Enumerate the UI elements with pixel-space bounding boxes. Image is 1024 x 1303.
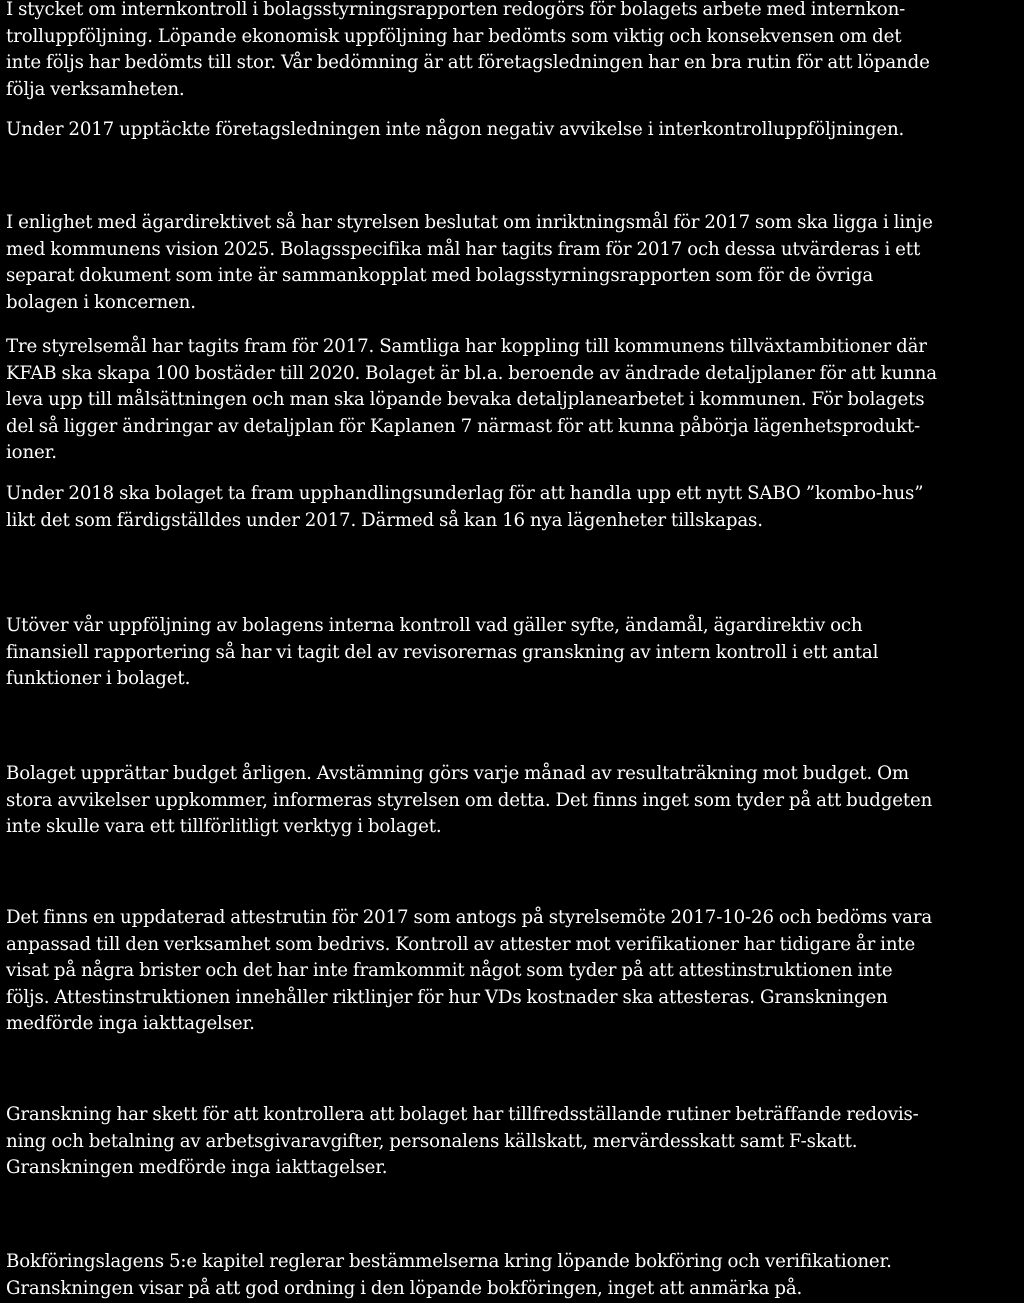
text-line: leva upp till målsättningen och man ska löpande bevaka detaljplanearbetet i kommunen. För bolagets: [6, 389, 925, 410]
paragraph-budget: [6, 761, 1022, 841]
text-line: Granskningen visar på att god ordning i den löpande bokföringen, inget att anmärka på.: [6, 1277, 803, 1299]
text-line: Granskning har skett för att kontrollera att bolaget har tillfredsställande rutiner beträffande redovis-: [6, 1104, 919, 1125]
paragraph-attestation-routine: [6, 905, 1022, 1038]
text-line: inte skulle vara ett tillförlitligt verktyg i bolaget.: [6, 816, 442, 837]
paragraph-bookkeeping: [6, 1249, 1022, 1302]
text-line: funktioner i bolaget.: [6, 668, 191, 689]
text-line: ning och betalning av arbetsgivaravgifter, personalens källskatt, mervärdesskatt samt F-skatt.: [6, 1130, 858, 1152]
text-line: KFAB ska skapa 100 bostäder till 2020. Bolaget är bl.a. beroende av ändrade detaljplaner för att kunna: [6, 362, 937, 384]
text-line: trolluppföljning. Löpande ekonomisk uppföljning har bedömts som viktig och konsekvensen om det: [6, 25, 902, 47]
text-line: Under 2017 upptäckte företagsledningen inte någon negativ avvikelse i interkontrolluppföljningen.: [6, 119, 905, 140]
paragraph-procurement-2018: [6, 481, 1022, 534]
text-line: medförde inga iakttagelser.: [6, 1013, 255, 1034]
text-line: Bolaget upprättar budget årligen. Avstämning görs varje månad av resultaträkning mot budget. Om: [6, 763, 910, 784]
text-line: I enlighet med ägardirektivet så har styrelsen beslutat om inriktningsmål för 2017 som ska ligga i linje: [6, 212, 933, 233]
text-line: med kommunens vision 2025. Bolagsspecifika mål har tagits fram för 2017 och dessa utvärderas i ett: [6, 238, 921, 260]
text-line: I stycket om internkontroll i bolagsstyrningsrapporten redogörs för bolagets arbete med internkon-: [6, 0, 906, 20]
text-line: Bokföringslagens 5:e kapitel reglerar bestämmelserna kring löpande bokföring och verifikationer.: [6, 1251, 892, 1272]
paragraph-audit-review: [6, 613, 1022, 693]
text-line: del så ligger ändringar av detaljplan för Kaplanen 7 närmast för att kunna påbörja lägenhetsprodukt-: [6, 415, 921, 437]
text-line: Tre styrelsemål har tagits fram för 2017. Samtliga har koppling till kommunens tillväxtambitioner där: [6, 336, 927, 357]
paragraph-deviation-2017: [6, 117, 1022, 144]
text-line: Utöver vår uppföljning av bolagens interna kontroll vad gäller syfte, ändamål, ägardirektiv och: [6, 615, 863, 636]
text-line: likt det som färdigställdes under 2017. Därmed så kan 16 nya lägenheter tillskapas.: [6, 509, 763, 531]
text-line: följa verksamheten.: [6, 78, 185, 100]
text-line: stora avvikelser uppkommer, informeras styrelsen om detta. Det finns inget som tyder på att budgeten: [6, 789, 933, 811]
text-line: separat dokument som inte är sammankopplat med bolagsstyrningsrapporten som för de övriga: [6, 265, 874, 286]
paragraph-board-goals: [6, 334, 1022, 467]
text-line: Det finns en uppdaterad attestrutin för 2017 som antogs på styrelsemöte 2017-10-26 och bedöms vara: [6, 907, 933, 928]
text-line: bolagen i koncernen.: [6, 291, 196, 313]
text-line: visat på några brister och det har inte framkommit något som tyder på att attestinstruktionen inte: [6, 960, 893, 981]
text-line: Granskningen medförde inga iakttagelser.: [6, 1157, 388, 1178]
text-line: ioner.: [6, 442, 57, 463]
text-line: följs. Attestinstruktionen innehåller riktlinjer för hur VDs kostnader ska attesteras. Granskningen: [6, 986, 888, 1008]
paragraph-internal-control-report: [6, 0, 1022, 103]
text-line: Under 2018 ska bolaget ta fram upphandlingsunderlag för att handla upp ett nytt SABO ”kombo-hus”: [6, 483, 924, 504]
text-line: anpassad till den verksamhet som bedrivs. Kontroll av attester mot verifikationer har tidigare år inte: [6, 933, 916, 955]
paragraph-owner-directive: [6, 210, 1022, 316]
text-line: inte följs har bedömts till stor. Vår bedömning är att företagsledningen har en bra rutin för att löpande: [6, 52, 930, 73]
text-line: finansiell rapportering så har vi tagit del av revisorernas granskning av intern kontroll i ett antal: [6, 641, 879, 663]
paragraph-payroll-tax: [6, 1102, 1022, 1182]
